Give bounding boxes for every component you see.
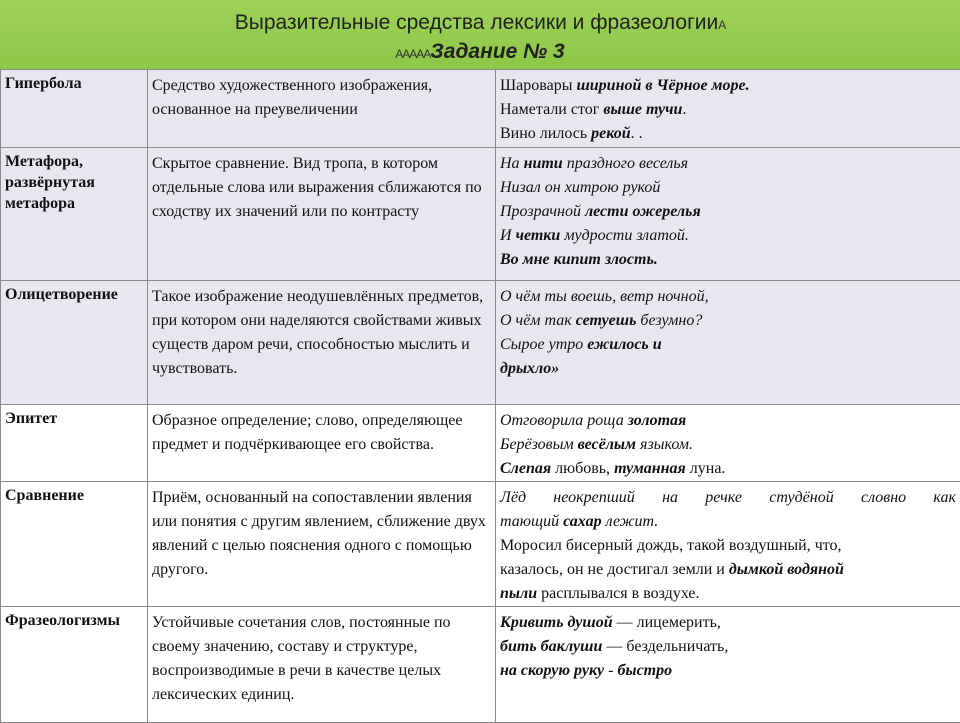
example-line [500, 98, 956, 122]
examples-cell [496, 607, 960, 723]
example-highlight: шириной в Чёрное море. [576, 77, 749, 94]
table-row [1, 281, 960, 405]
table-row [1, 70, 960, 148]
subtitle-artifact: ААААА [395, 47, 430, 61]
example-highlight: ежилось и [587, 336, 661, 353]
table-row [1, 482, 960, 607]
table-row [1, 148, 960, 281]
term-cell: Метафора, развёрнутая метафора [1, 148, 148, 281]
example-line [500, 486, 956, 510]
example-highlight: четки [516, 227, 561, 244]
term-cell: Гипербола [1, 70, 148, 148]
example-highlight: Во мне кипит злость. [500, 251, 658, 268]
example-text: Шаровары [500, 77, 576, 94]
example-text: любовь, [551, 460, 614, 477]
example-line [500, 176, 956, 200]
example-line [500, 122, 956, 146]
example-text: . . [631, 125, 643, 142]
examples-cell [496, 281, 960, 405]
slide-subtitle [0, 40, 960, 64]
example-line [500, 285, 956, 309]
example-text: О чём ты воешь, ветр ночной, [500, 288, 709, 305]
example-text: Моросил бисерный дождь, такой воздушный, что, [500, 537, 842, 554]
example-line [500, 409, 956, 433]
example-line [500, 611, 956, 635]
example-highlight: дымкой водяной [729, 561, 844, 578]
example-highlight: быстро [617, 662, 672, 679]
example-highlight: нити [524, 155, 563, 172]
example-text: Низал он хитрою рукой [500, 179, 660, 196]
slide-title [0, 11, 960, 35]
example-text: Берёзовым [500, 436, 578, 453]
subtitle-text: Задание № 3 [430, 40, 564, 63]
example-line [500, 200, 956, 224]
example-line [500, 510, 956, 534]
example-line [500, 582, 956, 606]
example-line [500, 309, 956, 333]
example-highlight: дрыхло» [500, 360, 559, 377]
example-text: И [500, 227, 516, 244]
example-line [500, 248, 956, 272]
table-body [1, 70, 960, 723]
examples-cell [496, 405, 960, 482]
example-highlight: весёлым [578, 436, 636, 453]
definition-cell: Скрытое сравнение. Вид тропа, в котором отдельные слова или выражения сближаются по сходству их значений или по контрасту [148, 148, 496, 281]
definition-cell: Устойчивые сочетания слов, постоянные по своему значению, составу и структуре, воспроизводимые в речи в качестве целых лексических единиц. [148, 607, 496, 723]
example-text: — лицемерить, [613, 614, 721, 631]
definition-cell: Такое изображение неодушевлённых предметов, при котором они наделяются свойствами живых существ даром речи, способностью мыслить и чувствовать. [148, 281, 496, 405]
term-cell: Сравнение [1, 482, 148, 607]
term-cell: Фразеологизмы [1, 607, 148, 723]
example-highlight: сахар [563, 513, 601, 530]
example-text: праздного веселья [563, 155, 688, 172]
example-line [500, 433, 956, 457]
slide-header [0, 0, 960, 69]
example-highlight: золотая [628, 412, 687, 429]
table-row [1, 405, 960, 482]
example-text: Отговорила роща [500, 412, 628, 429]
example-text: луна. [686, 460, 726, 477]
example-highlight: бить баклуши [500, 638, 602, 655]
example-highlight: пыли [500, 585, 537, 602]
example-highlight: выше тучи [603, 101, 682, 118]
example-text: казалось, он не достигал земли и [500, 561, 729, 578]
example-text: лежит. [602, 513, 659, 530]
example-text: Вино лилось [500, 125, 591, 142]
example-text: На [500, 155, 524, 172]
example-text: Лёд неокрепший на речке студёной словно как [500, 489, 956, 506]
example-highlight: сетуешь [576, 312, 637, 329]
definition-cell: Приём, основанный на сопоставлении явления или понятия с другим явлением, сближение двух явлений с целью пояснения одного с помощью другого. [148, 482, 496, 607]
example-text: Сырое утро [500, 336, 587, 353]
title-artifact: А [718, 18, 725, 32]
definition-cell: Образное определение; слово, определяющее предмет и подчёркивающее его свойства. [148, 405, 496, 482]
example-highlight: лести ожерелья [585, 203, 701, 220]
examples-cell [496, 70, 960, 148]
term-cell: Олицетворение [1, 281, 148, 405]
example-line [500, 635, 956, 659]
slide-title-text: Выразительные средства лексики и фразеологии [235, 11, 718, 34]
example-text: — бездельничать, [602, 638, 728, 655]
example-text: языком. [636, 436, 693, 453]
devices-table [0, 69, 960, 723]
example-line [500, 457, 956, 481]
example-line [500, 152, 956, 176]
example-line [500, 534, 956, 558]
examples-cell [496, 148, 960, 281]
example-line [500, 659, 956, 683]
examples-cell [496, 482, 960, 607]
example-line [500, 74, 956, 98]
example-text: расплывался в воздухе. [537, 585, 699, 602]
example-text: О чём так [500, 312, 576, 329]
example-text: Прозрачной [500, 203, 585, 220]
example-text: безумно? [636, 312, 702, 329]
example-highlight: Кривить душой [500, 614, 613, 631]
example-highlight: на скорую руку [500, 662, 604, 679]
example-text: . [682, 101, 686, 118]
example-highlight: Слепая [500, 460, 551, 477]
example-line [500, 224, 956, 248]
definition-cell: Средство художественного изображения, основанное на преувеличении [148, 70, 496, 148]
example-text: мудрости златой. [560, 227, 689, 244]
example-text: - [604, 662, 617, 679]
example-line [500, 333, 956, 357]
term-cell: Эпитет [1, 405, 148, 482]
example-line [500, 357, 956, 381]
example-text: тающий [500, 513, 563, 530]
example-line [500, 558, 956, 582]
table-row [1, 607, 960, 723]
example-text: Наметали стог [500, 101, 603, 118]
example-highlight: рекой [591, 125, 631, 142]
example-highlight: туманная [614, 460, 686, 477]
